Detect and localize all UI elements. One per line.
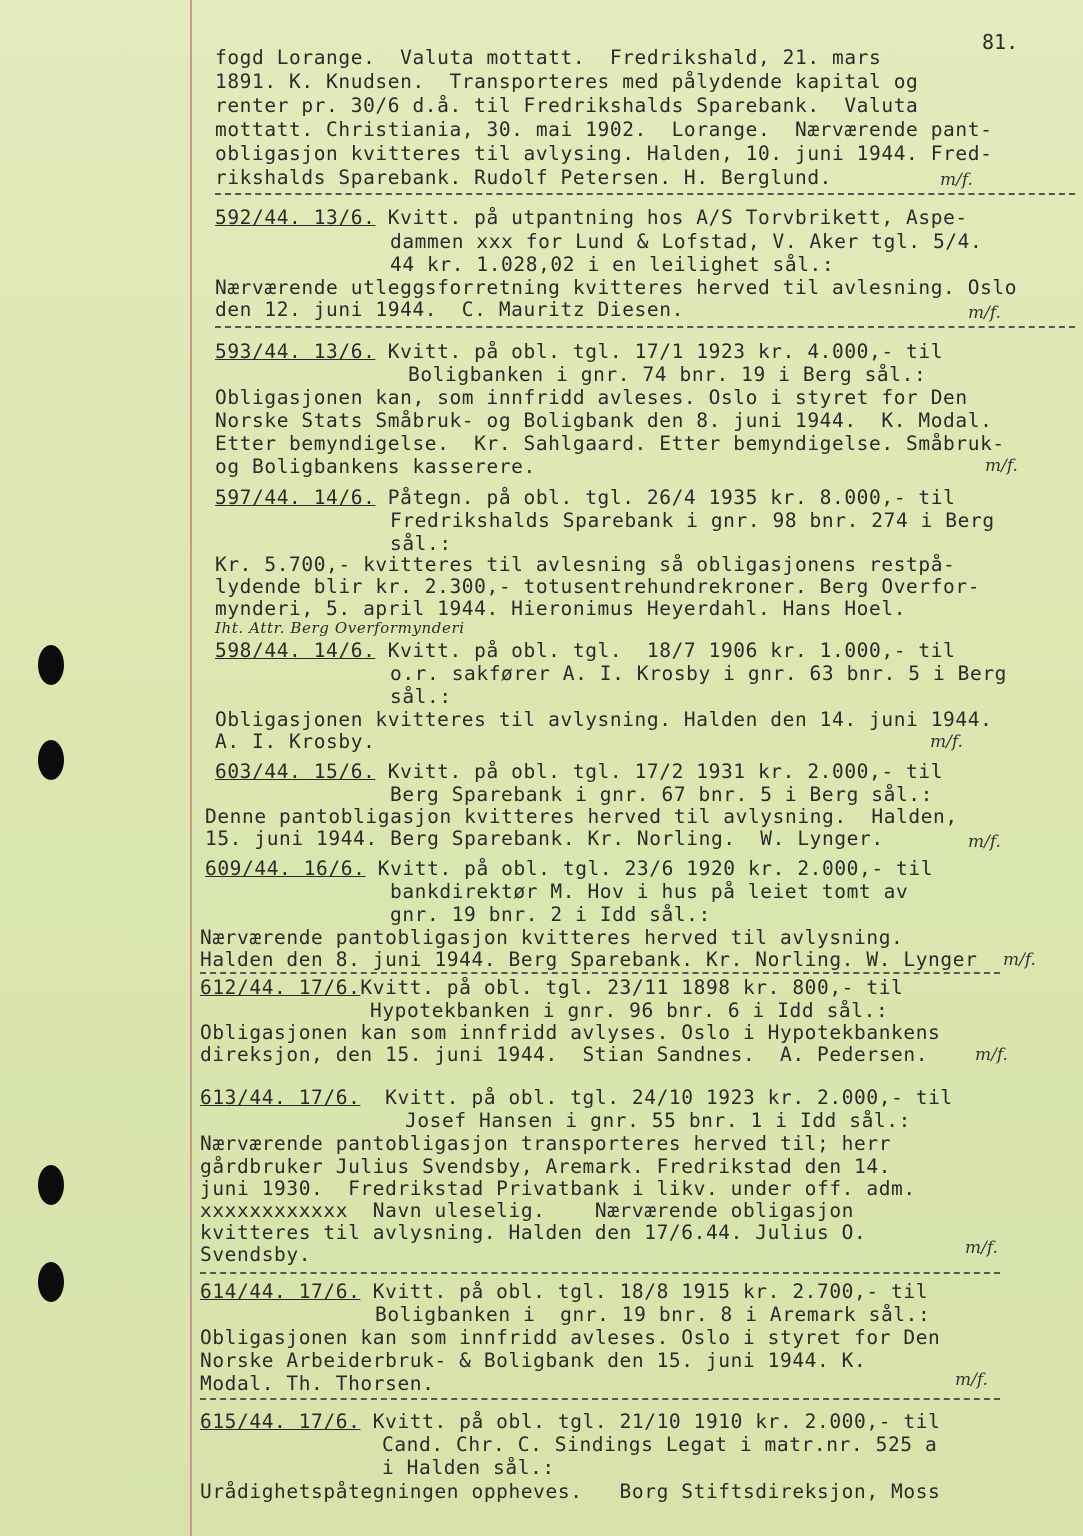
separator: [200, 1398, 1000, 1400]
separator: [200, 972, 1000, 974]
text-line: Norske Stats Småbruk- og Boligbank den 8. juni 1944. K. Modal.: [215, 409, 993, 432]
text-line: renter pr. 30/6 d.å. til Fredrikshalds Sparebank. Valuta: [215, 94, 919, 117]
text-line: bankdirektør M. Hov i hus på leiet tomt av: [390, 880, 909, 903]
text-line: 15. juni 1944. Berg Sparebank. Kr. Norling. W. Lynger.: [205, 827, 884, 850]
text-line: Hypotekbanken i gnr. 96 bnr. 6 i Idd sål.:: [370, 999, 889, 1022]
entry-heading: 603/44. 15/6. Kvitt. på obl. tgl. 17/2 1931 kr. 2.000,- til: [215, 760, 944, 783]
text-line: o.r. sakfører A. I. Krosby i gnr. 63 bnr. 5 i Berg: [390, 662, 1007, 685]
text-line: gårdbruker Julius Svendsby, Aremark. Fredrikstad den 14.: [200, 1155, 892, 1178]
page-number: 81.: [982, 30, 1019, 54]
text-line: Nærværende pantobligasjon kvitteres herved til avlysning.: [200, 926, 904, 949]
text-line: Fredrikshalds Sparebank i gnr. 98 bnr. 274 i Berg: [390, 509, 995, 532]
entry-heading: 612/44. 17/6.Kvitt. på obl. tgl. 23/11 1898 kr. 800,- til: [200, 976, 904, 999]
punch-hole: [38, 740, 64, 780]
text-line: lydende blir kr. 2.300,- totusentrehundrekroner. Berg Overfor-: [215, 575, 981, 598]
handwritten-note: Iht. Attr. Berg Overformynderi: [215, 619, 465, 637]
text-line: Berg Sparebank i gnr. 67 bnr. 5 i Berg sål.:: [390, 783, 933, 806]
text-line: Nærværende utleggsforretning kvitteres herved til avlesning. Oslo: [215, 276, 1018, 299]
text-line: Obligasjonen kan som innfridd avlyses. Oslo i Hypotekbankens: [200, 1021, 941, 1044]
initials-mark: m/f.: [968, 303, 1001, 323]
text-line: dammen xxx for Lund & Lofstad, V. Aker tgl. 5/4.: [390, 230, 983, 253]
text-line: den 12. juni 1944. C. Mauritz Diesen.: [215, 298, 684, 321]
text-line: juni 1930. Fredrikstad Privatbank i likv. under off. adm.: [200, 1177, 916, 1200]
entry-heading: 613/44. 17/6. Kvitt. på obl. tgl. 24/10 1923 kr. 2.000,- til: [200, 1086, 953, 1109]
text-line: Halden den 8. juni 1944. Berg Sparebank. Kr. Norling. W. Lynger: [200, 948, 978, 971]
entry-heading: 597/44. 14/6. Påtegn. på obl. tgl. 26/4 1935 kr. 8.000,- til: [215, 486, 956, 509]
text-line: Nærværende pantobligasjon transporteres herved til; herr: [200, 1132, 892, 1155]
entry-heading: 609/44. 16/6. Kvitt. på obl. tgl. 23/6 1920 kr. 2.000,- til: [205, 857, 934, 880]
punch-hole: [38, 1262, 64, 1302]
text-line: mynderi, 5. april 1944. Hieronimus Heyerdahl. Hans Hoel.: [215, 597, 907, 620]
margin-line: [190, 0, 192, 1536]
entry-heading: 598/44. 14/6. Kvitt. på obl. tgl. 18/7 1906 kr. 1.000,- til: [215, 639, 956, 662]
initials-mark: m/f.: [965, 1238, 998, 1258]
text-line: fogd Lorange. Valuta mottatt. Fredrikshald, 21. mars: [215, 46, 882, 69]
initials-mark: m/f.: [1003, 950, 1036, 970]
text-line: i Halden sål.:: [382, 1456, 555, 1479]
punch-hole: [38, 645, 64, 685]
text-line: sål.:: [390, 532, 452, 555]
separator: [215, 326, 1075, 328]
text-line: Boligbanken i gnr. 74 bnr. 19 i Berg sål.:: [408, 363, 927, 386]
text-line: Etter bemyndigelse. Kr. Sahlgaard. Etter bemyndigelse. Småbruk-: [215, 432, 1005, 455]
text-line: Norske Arbeiderbruk- & Boligbank den 15. juni 1944. K.: [200, 1349, 867, 1372]
text-line: Obligasjonen kan som innfridd avleses. Oslo i styret for Den: [200, 1326, 941, 1349]
initials-mark: m/f.: [985, 456, 1018, 476]
text-line: A. I. Krosby.: [215, 730, 376, 753]
entry-heading: 593/44. 13/6. Kvitt. på obl. tgl. 17/1 1923 kr. 4.000,- til: [215, 340, 944, 363]
text-line: obligasjon kvitteres til avlysing. Halden, 10. juni 1944. Fred-: [215, 142, 993, 165]
text-line: mottatt. Christiania, 30. mai 1902. Lorange. Nærværende pant-: [215, 118, 993, 141]
text-line: Denne pantobligasjon kvitteres herved til avlysning. Halden,: [205, 805, 958, 828]
entry-heading: 614/44. 17/6. Kvitt. på obl. tgl. 18/8 1915 kr. 2.700,- til: [200, 1280, 929, 1303]
initials-mark: m/f.: [930, 732, 963, 752]
text-line: Obligasjonen kvitteres til avlysning. Halden den 14. juni 1944.: [215, 708, 993, 731]
initials-mark: m/f.: [955, 1370, 988, 1390]
separator: [215, 193, 1075, 195]
text-line: Modal. Th. Thorsen.: [200, 1372, 435, 1395]
text-line: 1891. K. Knudsen. Transporteres med pålydende kapital og: [215, 70, 919, 93]
text-line: gnr. 19 bnr. 2 i Idd sål.:: [390, 903, 711, 926]
text-line: Kr. 5.700,- kvitteres til avlesning så obligasjonens restpå-: [215, 553, 956, 576]
initials-mark: m/f.: [975, 1045, 1008, 1065]
text-line: og Boligbankens kasserere.: [215, 455, 536, 478]
text-line: Josef Hansen i gnr. 55 bnr. 1 i Idd sål.:: [405, 1109, 911, 1132]
text-line: rikshalds Sparebank. Rudolf Petersen. H. Berglund.: [215, 166, 832, 189]
text-line: direksjon, den 15. juni 1944. Stian Sandnes. A. Pedersen.: [200, 1043, 929, 1066]
text-line: 44 kr. 1.028,02 i en leilighet sål.:: [390, 253, 835, 276]
separator: [200, 1272, 1000, 1274]
punch-hole: [38, 1165, 64, 1205]
initials-mark: m/f.: [940, 170, 973, 190]
initials-mark: m/f.: [968, 832, 1001, 852]
entry-heading: 592/44. 13/6. Kvitt. på utpantning hos A/S Torvbrikett, Aspe-: [215, 206, 968, 229]
text-line: Svendsby.: [200, 1243, 312, 1266]
text-line: Urådighetspåtegningen oppheves. Borg Stiftsdireksjon, Moss: [200, 1480, 941, 1503]
text-line: Obligasjonen kan, som innfridd avleses. Oslo i styret for Den: [215, 386, 968, 409]
text-line: sål.:: [390, 685, 452, 708]
text-line: Cand. Chr. C. Sindings Legat i matr.nr. 525 a: [382, 1433, 938, 1456]
entry-heading: 615/44. 17/6. Kvitt. på obl. tgl. 21/10 1910 kr. 2.000,- til: [200, 1410, 941, 1433]
text-line: Boligbanken i gnr. 19 bnr. 8 i Aremark sål.:: [375, 1303, 931, 1326]
text-line: xxxxxxxxxxxx Navn uleselig. Nærværende obligasjon: [200, 1199, 855, 1222]
text-line: kvitteres til avlysning. Halden den 17/6.44. Julius O.: [200, 1221, 867, 1244]
